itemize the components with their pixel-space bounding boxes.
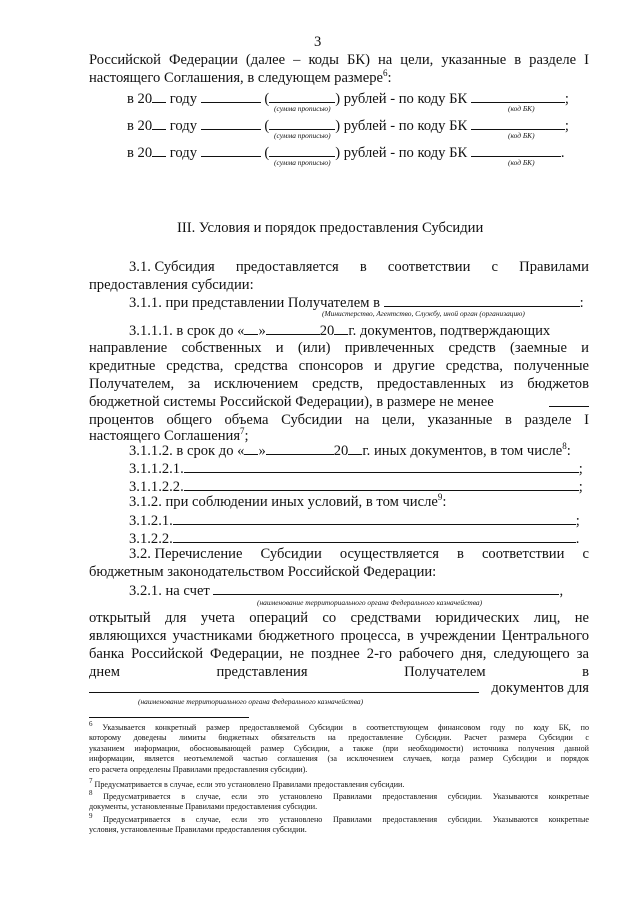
p31-word: 3.1. Субсидия	[129, 259, 215, 275]
footnote-ref-8[interactable]: 8	[562, 441, 567, 451]
footnote-line: его расчета определены Правилами предоставления субсидии).	[89, 764, 308, 774]
p311-text: 3.1.1. при представлении Получателем в	[129, 295, 380, 311]
footnote-8	[89, 789, 589, 813]
p312-line	[129, 493, 446, 511]
p3112-year: 20	[333, 443, 349, 459]
amount-words-blank[interactable]	[269, 143, 335, 157]
paren-open: (	[264, 145, 270, 161]
treasury-caption-2: (наименование территориального органа Федерального казначейства)	[138, 697, 364, 706]
p32-word: Субсидии	[260, 546, 322, 562]
p321-word: для	[165, 610, 187, 626]
p321-line-3-text: являющихся участниками бюджетного процесса, в учреждении Центрального	[89, 628, 589, 644]
p321-line-4-text: банка Российской Федерации, не позднее 2-го рабочего дня, следующего за	[89, 646, 589, 662]
footnote-ref-7[interactable]: 7	[240, 426, 245, 436]
year-word: году	[169, 118, 198, 134]
p32-line-2: бюджетным законодательством Российской Федерации:	[89, 564, 437, 580]
item-blank[interactable]	[173, 511, 576, 525]
p3111-line-5-text: бюджетной системы Российской Федерации), в размере не менее	[89, 394, 494, 410]
footnote-6	[89, 720, 589, 775]
p3111-line-7-text: настоящего Соглашения	[89, 428, 241, 444]
year-word: году	[169, 91, 198, 107]
p3112-start: 3.1.1.2. в срок до «	[129, 443, 245, 459]
p3111-rest: г. документов, подтверждающих	[348, 323, 551, 339]
footnote-text: Указывается конкретный размер предоставляемой Субсидии в соответствующем финансовом году по коду БК, по	[102, 723, 589, 732]
amount-caption-3: (сумма прописью)	[274, 158, 331, 167]
p32-line-1	[129, 545, 589, 563]
row-end-mark: ;	[564, 91, 569, 107]
month-blank[interactable]	[266, 441, 334, 455]
day-blank[interactable]	[244, 441, 258, 455]
p321-line-6	[89, 679, 589, 697]
footnote-separator	[89, 717, 249, 718]
page-number: 3	[314, 34, 322, 50]
intro-line-2-text: настоящего Соглашения, в следующем размере	[89, 70, 383, 86]
p311-end: :	[579, 295, 584, 311]
footnote-ref-9[interactable]: 9	[437, 492, 443, 502]
footnote-7	[89, 777, 405, 790]
year-amount-blank[interactable]	[201, 116, 261, 130]
intro-line-2	[89, 69, 392, 87]
p312-end: :	[442, 494, 447, 510]
code-caption-2: (код БК)	[508, 131, 535, 140]
p321-word: лиц,	[533, 610, 561, 626]
p3111-line-1	[129, 321, 589, 340]
year-blank[interactable]	[152, 143, 166, 157]
bk-code-blank[interactable]	[471, 116, 565, 130]
footnote-line: документы, установленные Правилами предоставления субсидии.	[89, 802, 318, 812]
bk-code-blank[interactable]	[471, 89, 565, 103]
year-word: году	[169, 145, 198, 161]
paren-close-text: ) рублей - по коду БК	[335, 118, 468, 134]
footnote-line	[89, 720, 589, 733]
year-digits-blank[interactable]	[348, 441, 362, 455]
p3111-line-4-text: Получателем, за исключением средств, предоставленных из бюджетов	[89, 376, 589, 392]
footnote-line: указанием информации, обосновывающей размер Субсидии, а также (при необходимости) источника получения данной	[89, 743, 589, 753]
p31-word: с	[491, 259, 499, 275]
p3111-line-5	[89, 393, 589, 411]
p3111-line-3	[89, 357, 589, 375]
paren-open: (	[264, 91, 270, 107]
p3111-line-4	[89, 375, 589, 393]
p31-word: предоставляется	[235, 259, 339, 275]
footnote-text: Предусматривается в случае, если это установлено Правилами предоставления субсидии.	[94, 780, 405, 789]
footnote-line: которому доведены лимиты бюджетных обязательств на предоставление Субсидии. Расчет размера Субсидии с	[89, 733, 589, 743]
year-amount-blank[interactable]	[201, 89, 261, 103]
p3111-date-part	[129, 321, 550, 340]
p312-text: 3.1.2. при соблюдении иных условий, в том числе	[129, 494, 438, 510]
p31-word: соответствии	[387, 259, 471, 275]
p32-word: в	[456, 546, 464, 562]
amount-words-blank[interactable]	[269, 116, 335, 130]
p3111-start: 3.1.1.1. в срок до «	[129, 323, 245, 339]
year-prefix: в 20	[127, 118, 153, 134]
p321-word: юридических	[435, 610, 520, 626]
p321-word: представления	[216, 664, 308, 680]
item-number: 3.1.1.2.2.	[129, 479, 184, 495]
year-blank[interactable]	[152, 116, 166, 130]
item-blank[interactable]	[184, 477, 579, 491]
p3111-line-6-text: процентов общего объема Субсидии на цели, указанные в разделе I	[89, 412, 589, 428]
footnote-9	[89, 812, 589, 836]
footnote-line	[89, 789, 589, 802]
treasury-caption-1: (наименование территориального органа Федерального казначейства)	[257, 598, 483, 607]
p31-word: в	[359, 259, 367, 275]
p32-word: осуществляется	[339, 546, 439, 562]
item-end: ;	[575, 513, 580, 529]
footnote-line: условия, установленные Правилами предоставления субсидии.	[89, 825, 307, 835]
p321-word: не	[574, 610, 589, 626]
p3111-line-3-text: кредитные средства, средства спонсоров и другие средства, полученные	[89, 358, 589, 374]
month-blank[interactable]	[266, 321, 320, 335]
footnote-text: Предусматривается в случае, если это установлено Правилами предоставления субсидии. Указываются конкретные	[103, 792, 589, 801]
item-blank[interactable]	[184, 459, 579, 473]
year-prefix: в 20	[127, 145, 153, 161]
footnote-number: 6	[89, 720, 93, 728]
p321-line-6-end: документов для	[491, 680, 589, 696]
treasury-blank-2[interactable]	[89, 679, 479, 693]
intro-line-1	[89, 51, 589, 69]
treasury-blank[interactable]	[213, 581, 559, 595]
p321-line-4	[89, 645, 589, 663]
amount-caption-2: (сумма прописью)	[274, 131, 331, 140]
year-digits-blank[interactable]	[334, 321, 348, 335]
p321-word: средствами	[350, 610, 422, 626]
item-blank[interactable]	[173, 529, 576, 543]
day-blank[interactable]	[244, 321, 258, 335]
item-number: 3.1.2.2.	[129, 531, 173, 547]
item-number: 3.1.2.1.	[129, 513, 173, 529]
p3112-mid: »	[258, 443, 266, 459]
p31-line-1	[129, 258, 589, 276]
p321-word: со	[322, 610, 337, 626]
year-row-1	[127, 89, 569, 108]
p321-line-2	[89, 609, 589, 627]
footnote-number: 7	[89, 777, 93, 785]
paren-close-text: ) рублей - по коду БК	[335, 145, 468, 161]
p321-word: днем	[89, 664, 120, 680]
p321-end: ,	[559, 583, 564, 599]
footnote-line	[89, 812, 589, 825]
amount-words-blank[interactable]	[269, 89, 335, 103]
p32-word: соответствии	[481, 546, 565, 562]
footnote-ref-6[interactable]: 6	[382, 68, 388, 78]
item-end: ;	[578, 461, 583, 477]
p3112-end: :	[566, 443, 571, 459]
footnote-number: 8	[89, 789, 93, 797]
row-end-mark: ;	[564, 118, 569, 134]
year-amount-blank[interactable]	[201, 143, 261, 157]
amount-caption-1: (сумма прописью)	[274, 104, 331, 113]
footnote-line: информации, является неотъемлемой частью соглашения (за исключением случаев, когда размер Субсидии и порядок	[89, 754, 589, 764]
ministry-caption: (Министерство, Агентство, Службу, иной орган (организацию)	[322, 309, 525, 318]
intro-line-1-text: Российской Федерации (далее – коды БК) на цели, указанные в разделе I	[89, 52, 589, 68]
paren-close-text: ) рублей - по коду БК	[335, 91, 468, 107]
item-end: ;	[578, 479, 583, 495]
p3111-line-2	[89, 339, 589, 357]
paren-open: (	[264, 118, 270, 134]
p321-text: 3.2.1. на счет	[129, 583, 210, 599]
code-caption-1: (код БК)	[508, 104, 535, 113]
item-end: .	[575, 531, 580, 547]
p321-word: учета	[200, 610, 235, 626]
year-row-2	[127, 116, 569, 135]
p3112-line	[129, 441, 571, 460]
intro-line-2-end: :	[387, 70, 392, 86]
p3111-year: 20	[319, 323, 335, 339]
ministry-blank[interactable]	[384, 293, 580, 307]
p3121-line	[129, 511, 580, 530]
p31-word: Правилами	[519, 259, 589, 275]
bk-code-blank[interactable]	[471, 143, 561, 157]
p3111-line-7-end: ;	[244, 428, 249, 444]
code-caption-3: (код БК)	[508, 158, 535, 167]
year-blank[interactable]	[152, 89, 166, 103]
p321-word: открытый	[89, 610, 151, 626]
item-number: 3.1.1.2.1.	[129, 461, 184, 477]
p321-word: Получателем	[404, 664, 486, 680]
p31121-line	[129, 459, 583, 478]
row-end-mark: .	[560, 145, 565, 161]
footnote-number: 9	[89, 812, 93, 820]
p32-word: с	[582, 546, 589, 562]
p3111-line-2-text: направление собственных и (или) привлеченных средств (заемные и	[89, 340, 589, 356]
p321-word: в	[582, 664, 589, 680]
p3112-rest: г. иных документов, в том числе	[362, 443, 563, 459]
footnote-text: Предусматривается в случае, если это установлено Правилами предоставления субсидии. Указываются конкретные	[103, 815, 589, 824]
p3111-mid: »	[258, 323, 266, 339]
p321-word: операций	[249, 610, 309, 626]
p321-line-3	[89, 627, 589, 645]
p32-word: 3.2. Перечисление	[129, 546, 243, 562]
year-row-3	[127, 143, 565, 162]
percent-blank[interactable]	[549, 393, 589, 407]
year-prefix: в 20	[127, 91, 153, 107]
section-title: III. Условия и порядок предоставления Субсидии	[177, 220, 484, 236]
p31-line-2: предоставления субсидии:	[89, 277, 254, 293]
